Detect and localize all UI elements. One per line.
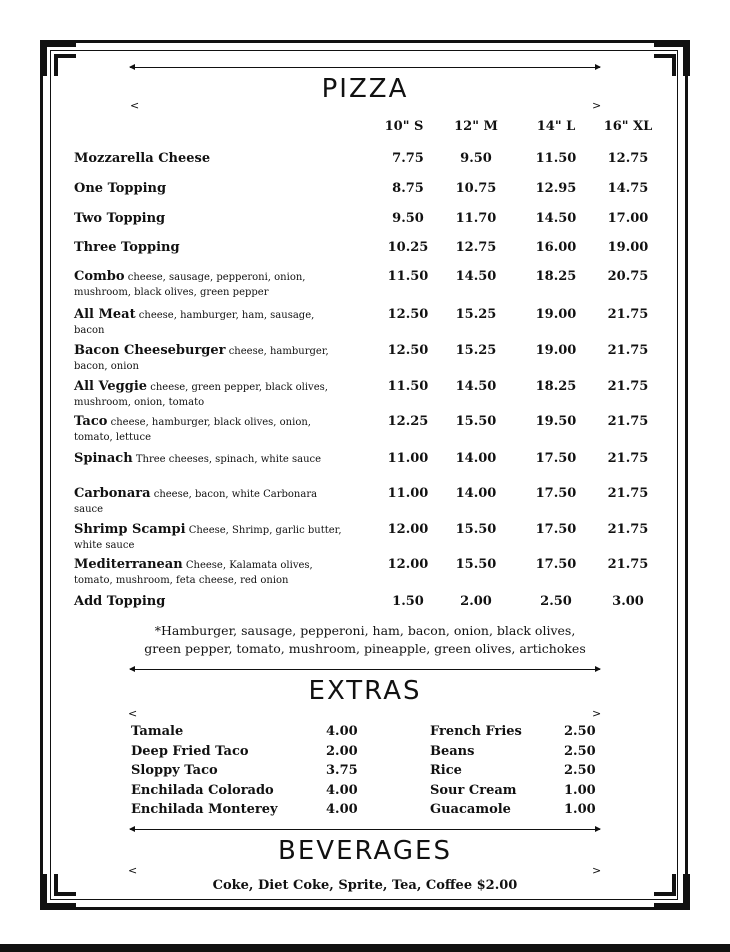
pizza-price: 12.50 (387, 343, 429, 358)
pizza-name: All Veggie (74, 379, 148, 394)
pizza-description: Cheese, Kalamata olives, tomato, mushroom, feta cheese, red onion (74, 560, 313, 586)
pizza-price: 20.75 (607, 269, 649, 284)
extra-item-name: Beans (430, 743, 475, 759)
extra-item-price: 2.00 (326, 743, 358, 759)
pizza-name: Three Topping (74, 240, 180, 255)
pizza-price: 14.50 (455, 379, 497, 394)
pizza-price: 12.00 (387, 522, 429, 537)
pizza-price: 14.50 (455, 269, 497, 284)
pizza-price: 17.00 (607, 211, 649, 226)
right-chevron-icon: > (592, 707, 602, 720)
right-chevron-icon: > (592, 864, 602, 877)
pizza-price: 15.50 (455, 522, 497, 537)
pizza-price: 19.50 (535, 414, 577, 429)
extra-item-price: 3.75 (326, 763, 358, 778)
pizza-name: Mediterranean (74, 557, 183, 572)
topping-note-line-2: green pepper, tomato, mushroom, pineapple, green olives, artichokes (144, 641, 586, 656)
size-header-14: 14" L (536, 119, 576, 134)
pizza-price: 21.75 (607, 486, 649, 501)
pizza-price: 19.00 (607, 240, 649, 255)
pizza-price: 12.00 (387, 557, 429, 572)
left-chevron-icon: < (128, 864, 138, 877)
extra-item-price: 1.00 (564, 802, 596, 817)
extra-item-name: Tamale (131, 724, 184, 739)
pizza-item-name (74, 151, 344, 167)
pizza-price: 12.75 (607, 151, 649, 166)
extra-item-name: Sour Cream (430, 782, 517, 798)
pizza-name: Shrimp Scampi (74, 522, 186, 537)
pizza-item-name (74, 240, 344, 256)
pizza-row (74, 522, 664, 556)
pizza-price: 14.00 (455, 451, 497, 466)
pizza-description: cheese, hamburger, black olives, onion, tomato, lettuce (74, 417, 311, 443)
extra-item-price: 4.00 (326, 782, 358, 798)
pizza-price: 11.50 (387, 269, 429, 284)
extras-top-rule (130, 669, 600, 670)
extras-bottom-rule (130, 829, 600, 830)
pizza-item-name (74, 211, 344, 227)
pizza-price: 2.50 (540, 594, 572, 609)
pizza-item-name (74, 269, 344, 300)
bottom-border-bar (0, 944, 730, 952)
pizza-description: cheese, hamburger, ham, sausage, bacon (74, 310, 315, 336)
pizza-price: 18.25 (535, 379, 577, 394)
pizza-item-name (74, 414, 344, 445)
pizza-price: 19.00 (535, 343, 577, 358)
pizza-row (74, 557, 664, 591)
pizza-item-name (74, 181, 344, 197)
extra-item-name: Enchilada Monterey (131, 802, 278, 817)
pizza-price: 9.50 (460, 151, 492, 166)
pizza-price: 2.00 (460, 594, 492, 609)
pizza-price: 21.75 (607, 451, 649, 466)
pizza-price: 12.25 (387, 414, 429, 429)
pizza-price: 21.75 (607, 522, 649, 537)
pizza-name: Spinach (74, 451, 133, 466)
pizza-price: 17.50 (535, 486, 577, 501)
pizza-price: 12.75 (455, 240, 497, 255)
pizza-item-name (74, 522, 344, 553)
pizza-price: 10.25 (387, 240, 429, 255)
pizza-price: 15.50 (455, 414, 497, 429)
size-header-10: 10" S (384, 119, 424, 134)
pizza-description: cheese, bacon, white Carbonara sauce (74, 489, 318, 515)
beverages-line: Coke, Diet Coke, Sprite, Tea, Coffee $2.00 (212, 878, 518, 893)
pizza-price: 11.50 (387, 379, 429, 394)
pizza-price: 21.75 (607, 557, 649, 572)
pizza-price: 18.25 (535, 269, 577, 284)
pizza-price: 12.50 (387, 307, 429, 322)
pizza-price: 9.50 (392, 211, 424, 226)
pizza-row (74, 414, 664, 448)
pizza-price: 15.25 (455, 307, 497, 322)
topping-note-line-1: *Hamburger, sausage, pepperoni, ham, bacon, onion, black olives, (154, 623, 576, 638)
pizza-name: Combo (74, 269, 125, 284)
pizza-price: 21.75 (607, 343, 649, 358)
pizza-price: 10.75 (455, 181, 497, 196)
pizza-description: cheese, sausage, pepperoni, onion, mushroom, black olives, green pepper (74, 272, 306, 298)
extra-item-price: 2.50 (564, 743, 596, 759)
beverages-heading: BEVERAGES (278, 836, 452, 866)
extra-item-price: 1.00 (564, 782, 596, 798)
pizza-name: All Meat (74, 307, 136, 322)
pizza-price: 14.00 (455, 486, 497, 501)
extra-item-price: 4.00 (326, 802, 358, 817)
pizza-name: Add Topping (74, 594, 166, 609)
pizza-item-name (74, 379, 344, 410)
pizza-item-name (74, 557, 344, 588)
extra-item-price: 2.50 (564, 724, 596, 739)
pizza-price: 16.00 (535, 240, 577, 255)
pizza-heading: PIZZA (321, 74, 409, 104)
extra-item-name: Enchilada Colorado (131, 782, 274, 798)
pizza-price: 11.00 (387, 451, 429, 466)
pizza-price: 21.75 (607, 379, 649, 394)
pizza-price: 17.50 (535, 522, 577, 537)
pizza-price: 11.00 (387, 486, 429, 501)
pizza-row (74, 343, 664, 377)
left-chevron-icon: < (128, 707, 138, 720)
pizza-row (74, 307, 664, 341)
extras-heading: EXTRAS (308, 676, 422, 706)
pizza-row (74, 269, 664, 303)
pizza-item-name (74, 594, 344, 610)
pizza-price: 19.00 (535, 307, 577, 322)
pizza-name: Two Topping (74, 211, 166, 226)
pizza-price: 15.50 (455, 557, 497, 572)
pizza-row (74, 451, 664, 485)
pizza-item-name (74, 451, 344, 467)
extra-item-name: Deep Fried Taco (131, 743, 249, 759)
pizza-description: cheese, green pepper, black olives, mushroom, onion, tomato (74, 382, 328, 408)
pizza-price: 21.75 (607, 307, 649, 322)
pizza-description: cheese, hamburger, bacon, onion (74, 346, 329, 372)
pizza-price: 15.25 (455, 343, 497, 358)
right-chevron-icon: > (592, 99, 602, 112)
pizza-price: 7.75 (392, 151, 424, 166)
extra-item-name: Sloppy Taco (131, 763, 218, 778)
pizza-row (74, 379, 664, 413)
pizza-price: 17.50 (535, 451, 577, 466)
pizza-name: Taco (74, 414, 108, 429)
extra-item-price: 4.00 (326, 724, 358, 739)
pizza-item-name (74, 307, 344, 338)
pizza-price: 17.50 (535, 557, 577, 572)
extra-item-name: French Fries (430, 724, 522, 739)
pizza-price: 14.75 (607, 181, 649, 196)
pizza-row (74, 151, 664, 185)
extra-item-price: 2.50 (564, 763, 596, 778)
pizza-top-rule (130, 67, 600, 68)
pizza-price: 14.50 (535, 211, 577, 226)
pizza-row (74, 181, 664, 215)
pizza-description: Three cheeses, spinach, white sauce (135, 454, 322, 465)
pizza-name: One Topping (74, 181, 167, 196)
extra-item-name: Rice (430, 763, 462, 778)
pizza-name: Bacon Cheeseburger (74, 343, 226, 358)
pizza-price: 8.75 (392, 181, 424, 196)
pizza-name: Carbonara (74, 486, 151, 501)
extra-item-name: Guacamole (430, 802, 511, 817)
pizza-price: 1.50 (392, 594, 424, 609)
size-header-16: 16" XL (603, 119, 653, 134)
pizza-price: 11.50 (535, 151, 577, 166)
pizza-price: 3.00 (612, 594, 644, 609)
pizza-description: Cheese, Shrimp, garlic butter, white sauce (74, 525, 342, 551)
pizza-row (74, 486, 664, 520)
size-header-12: 12" M (454, 119, 498, 134)
pizza-item-name (74, 486, 344, 517)
pizza-name: Mozzarella Cheese (74, 151, 211, 166)
left-chevron-icon: < (130, 99, 140, 112)
pizza-price: 12.95 (535, 181, 577, 196)
pizza-item-name (74, 343, 344, 374)
pizza-price: 11.70 (455, 211, 497, 226)
pizza-price: 21.75 (607, 414, 649, 429)
